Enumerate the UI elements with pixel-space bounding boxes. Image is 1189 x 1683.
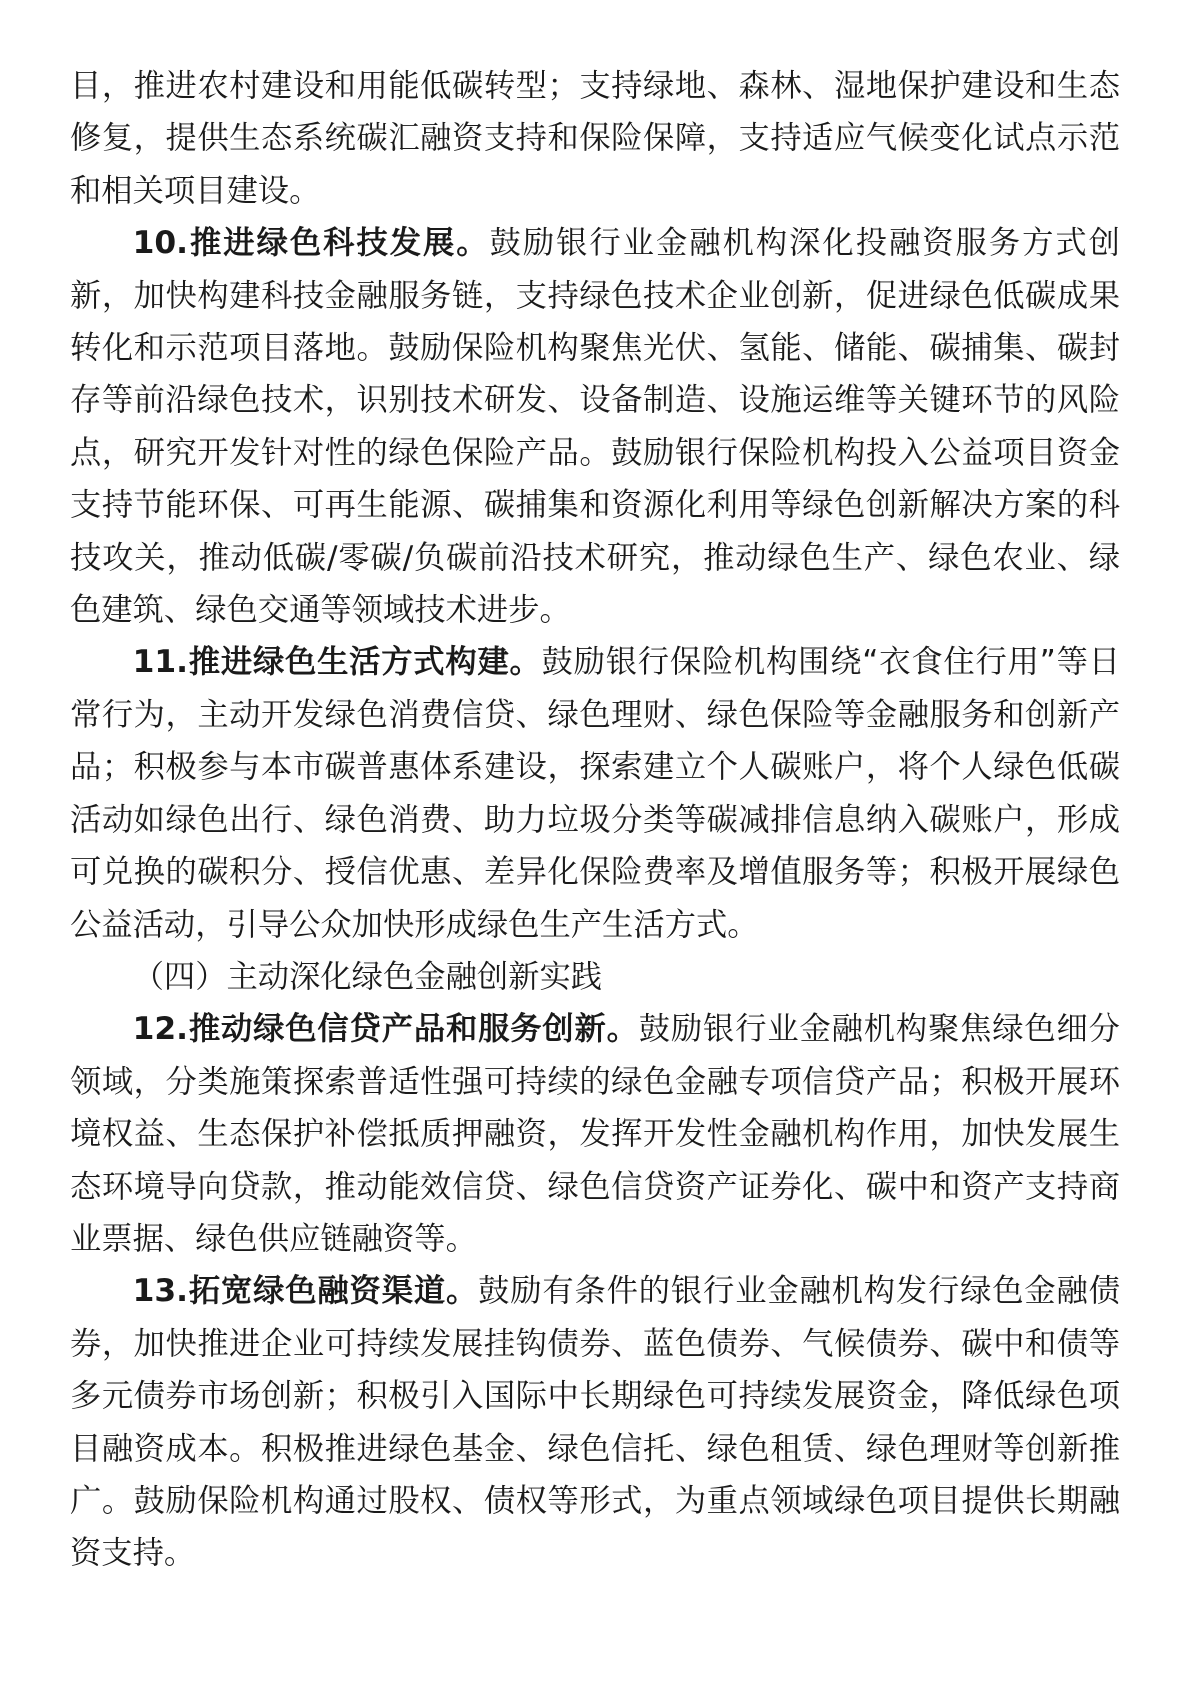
item-13-heading: 13.拓宽绿色融资渠道。 bbox=[132, 1273, 479, 1310]
item-10-body: 鼓励银行业金融机构深化投融资服务方式创新，加快构建科技金融服务链，支持绿色技术企业创新，促进绿色低碳成果转化和示范项目落地。鼓励保险机构聚焦光伏、氢能、储能、碳捕集、碳封存等前沿绿色技术，识别技术研发、设备制造、设施运维等关键环节的风险点，研究开发针对性的绿色保险产品。鼓励银行保险机构投入公益项目资金支持节能环保、可再生能源、碳捕集和资源化利用等绿色创新解决方案的科技攻关，推动低碳/零碳/负碳前沿技术研究，推动绿色生产、绿色农业、绿色建筑、绿色交通等领域技术进步。 bbox=[70, 225, 1120, 629]
item-12-body: 鼓励银行业金融机构聚焦绿色细分领域，分类施策探索普适性强可持续的绿色金融专项信贷产品；积极开展环境权益、生态保护补偿抵质押融资，发挥开发性金融机构作用，加快发展生态环境导向贷款，推动能效信贷、绿色信贷资产证券化、碳中和资产支持商业票据、绿色供应链融资等。 bbox=[70, 1011, 1120, 1257]
section-heading: （四）主动深化绿色金融创新实践 bbox=[132, 958, 603, 995]
item-12-paragraph bbox=[70, 1003, 1120, 1265]
item-11-heading: 11.推进绿色生活方式构建。 bbox=[132, 644, 542, 681]
document-page bbox=[70, 60, 1120, 1580]
item-12-heading: 12.推动绿色信贷产品和服务创新。 bbox=[132, 1011, 639, 1048]
item-10-heading: 10.推进绿色科技发展。 bbox=[132, 225, 490, 262]
continuation-paragraph: 目，推进农村建设和用能低碳转型；支持绿地、森林、湿地保护建设和生态修复，提供生态系统碳汇融资支持和保险保障，支持适应气候变化试点示范和相关项目建设。 bbox=[70, 68, 1120, 209]
item-13-paragraph bbox=[70, 1265, 1120, 1579]
item-11-body: 鼓励银行保险机构围绕“衣食住行用”等日常行为，主动开发绿色消费信贷、绿色理财、绿色保险等金融服务和创新产品；积极参与本市碳普惠体系建设，探索建立个人碳账户，将个人绿色低碳活动如绿色出行、绿色消费、助力垃圾分类等碳减排信息纳入碳账户，形成可兑换的碳积分、授信优惠、差异化保险费率及增值服务等；积极开展绿色公益活动，引导公众加快形成绿色生产生活方式。 bbox=[70, 644, 1120, 943]
item-13-body: 鼓励有条件的银行业金融机构发行绿色金融债券，加快推进企业可持续发展挂钩债券、蓝色债券、气候债券、碳中和债等多元债券市场创新；积极引入国际中长期绿色可持续发展资金，降低绿色项目融资成本。积极推进绿色基金、绿色信托、绿色租赁、绿色理财等创新推广。鼓励保险机构通过股权、债权等形式，为重点领域绿色项目提供长期融资支持。 bbox=[70, 1273, 1120, 1572]
item-11-paragraph bbox=[70, 636, 1120, 950]
item-10-paragraph bbox=[70, 217, 1120, 636]
